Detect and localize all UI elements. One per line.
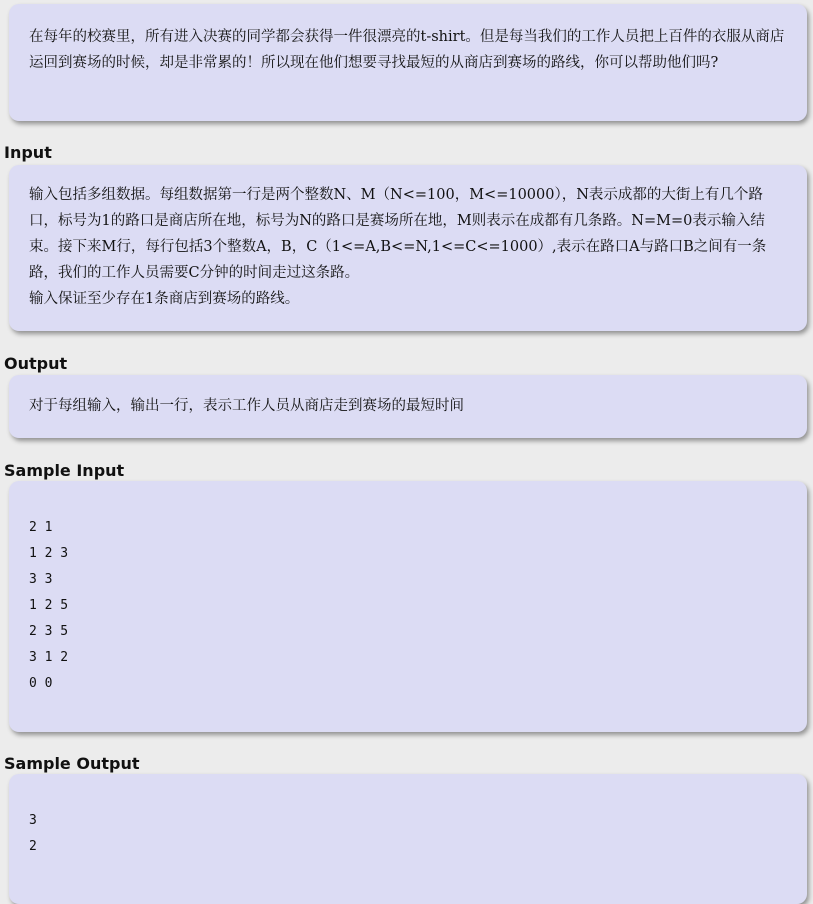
sample-input-line: 2 1 <box>29 520 53 535</box>
input-panel <box>9 165 807 331</box>
sample-input-line: 3 3 <box>29 572 53 587</box>
sample-input-line: 1 2 5 <box>29 598 69 613</box>
sample-input-line: 1 2 3 <box>29 546 69 561</box>
sample-input-line: 0 0 <box>29 676 53 691</box>
output-heading: Output <box>4 354 68 373</box>
input-heading: Input <box>4 143 52 162</box>
sample-output-line: 3 <box>29 813 37 828</box>
sample-input-panel <box>9 481 807 732</box>
input-description: 输入包括多组数据。每组数据第一行是两个整数N、M（N<=100，M<=10000），N表示成都的大街上有几个路口，标号为1的路口是商店所在地，标号为N的路口是赛场所在地，M则表示在成都有几条路。N=M=0表示输入结束。接下来M行，每行包括3个整数A，B，C（1<=A,B<=N,1<=C<=1000）,表示在路口A与路口B之间有一条路，我们的工作人员需要C分钟的时间走过这条路。 <box>29 187 767 281</box>
sample-output-panel <box>9 774 807 904</box>
sample-output-heading: Sample Output <box>4 754 140 773</box>
sample-output-code <box>29 808 787 860</box>
sample-input-line: 2 3 5 <box>29 624 69 639</box>
sample-input-code <box>29 515 787 697</box>
problem-description: 在每年的校赛里，所有进入决赛的同学都会获得一件很漂亮的t-shirt。但是每当我们的工作人员把上百件的衣服从商店运回到赛场的时候，却是非常累的！所以现在他们想要寻找最短的从商店到赛场的路线，你可以帮助他们吗? <box>29 29 785 71</box>
sample-output-line: 2 <box>29 839 37 854</box>
output-panel <box>9 375 807 438</box>
sample-input-line: 3 1 2 <box>29 650 69 665</box>
description-panel <box>9 4 807 121</box>
sample-input-heading: Sample Input <box>4 461 125 480</box>
input-guarantee-note: 输入保证至少存在1条商店到赛场的路线。 <box>29 291 300 307</box>
output-description: 对于每组输入，输出一行，表示工作人员从商店走到赛场的最短时间 <box>29 398 464 414</box>
